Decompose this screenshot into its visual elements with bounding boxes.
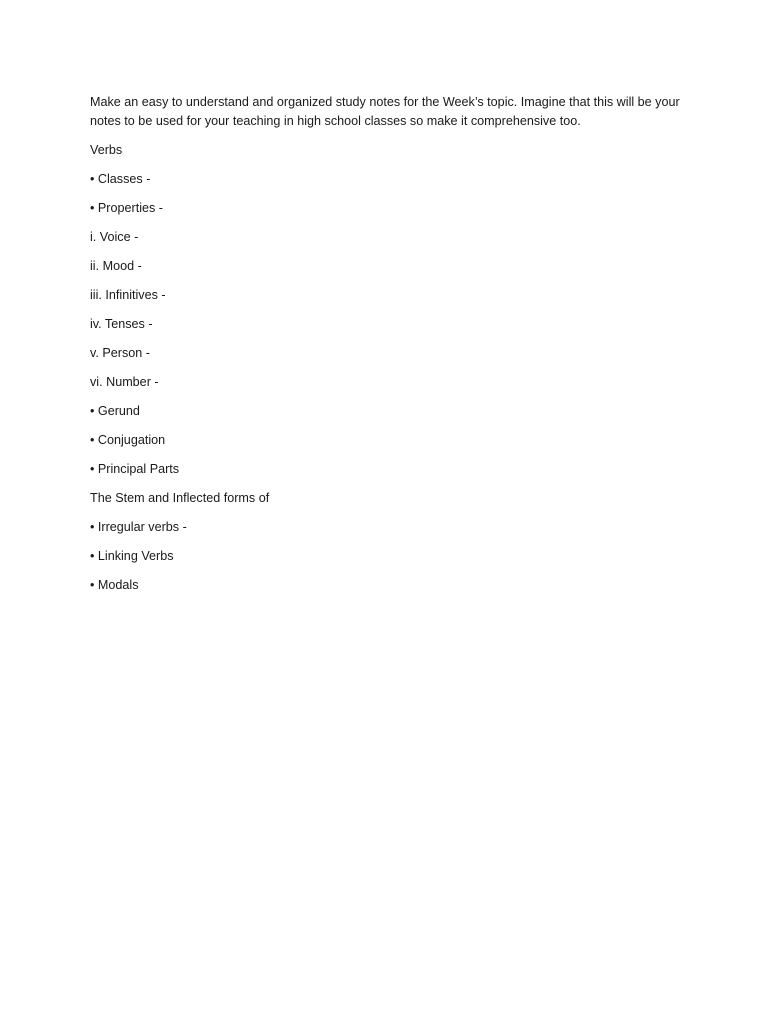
- topic-heading: Verbs: [90, 143, 123, 157]
- list-item: • Principal Parts: [90, 462, 180, 476]
- document-body: [90, 93, 680, 595]
- list-item: • Classes -: [90, 172, 151, 186]
- list-item: vi. Number -: [90, 375, 159, 389]
- list-item: iii. Infinitives -: [90, 288, 166, 302]
- list-item: ii. Mood -: [90, 259, 142, 273]
- intro-paragraph: Make an easy to understand and organized study notes for the Week’s topic. Imagine that this will be your notes to be used for your teaching in high school classes so make it comprehensive too.: [90, 95, 680, 128]
- section-heading: The Stem and Inflected forms of: [90, 491, 270, 505]
- list-item: v. Person -: [90, 346, 150, 360]
- list-item: • Conjugation: [90, 433, 166, 447]
- topic-list: [90, 141, 680, 595]
- list-item: • Irregular verbs -: [90, 520, 187, 534]
- list-item: • Linking Verbs: [90, 549, 174, 563]
- list-item: • Properties -: [90, 201, 163, 215]
- list-item: i. Voice -: [90, 230, 139, 244]
- list-item: • Gerund: [90, 404, 140, 418]
- list-item: iv. Tenses -: [90, 317, 153, 331]
- list-item: • Modals: [90, 578, 139, 592]
